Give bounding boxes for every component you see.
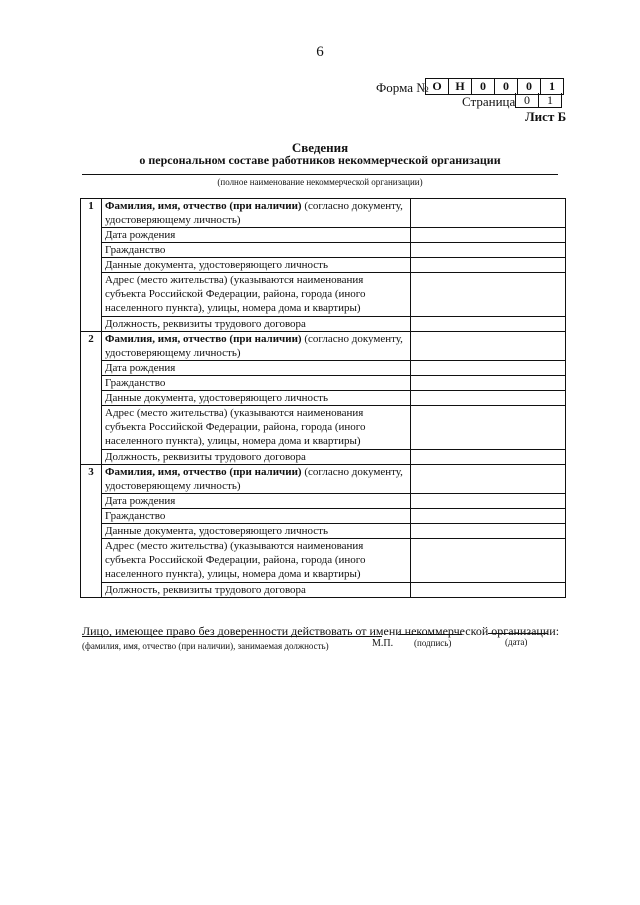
full-name-bold: Фамилия, имя, отчество (при наличии) <box>105 200 302 212</box>
page-number-boxes <box>515 93 562 108</box>
address-label: Адрес (место жительства) (указываются наименования субъекта Российской Федерации, района, города (иного населенного пункта), улицы, номера дома и квартиры) <box>102 273 411 317</box>
value-cell[interactable] <box>411 258 566 273</box>
form-code-cell: О <box>426 79 449 94</box>
birth-date-label: Дата рождения <box>102 494 411 509</box>
value-cell[interactable] <box>411 406 566 450</box>
form-code-cell: 0 <box>518 79 541 94</box>
table-row <box>81 450 566 465</box>
signer-statement: Лицо, имеющее право без доверенности действовать от имени некоммерческой организации: <box>82 624 560 638</box>
value-cell[interactable] <box>411 494 566 509</box>
person-number: 2 <box>81 332 102 465</box>
form-code-cell: 1 <box>549 79 555 93</box>
value-cell[interactable] <box>411 228 566 243</box>
id-document-label: Данные документа, удостоверяющего личность <box>102 391 411 406</box>
birth-date-label: Дата рождения <box>102 361 411 376</box>
form-code-cell: Н <box>449 79 472 94</box>
table-row <box>81 509 566 524</box>
position-label: Должность, реквизиты трудового договора <box>102 583 411 598</box>
value-cell[interactable] <box>411 273 566 317</box>
sheet-label: Лист Б <box>525 109 567 124</box>
persons-table <box>80 198 566 598</box>
table-row <box>81 391 566 406</box>
id-document-label: Данные документа, удостоверяющего личность <box>102 258 411 273</box>
table-row <box>81 361 566 376</box>
value-cell[interactable] <box>411 539 566 583</box>
table-row <box>81 465 566 494</box>
page-label: Страница <box>462 94 516 109</box>
value-cell[interactable] <box>411 361 566 376</box>
stamp-place-label: М.П. <box>372 638 394 649</box>
org-name-line[interactable] <box>82 174 558 175</box>
full-name-bold: Фамилия, имя, отчество (при наличии) <box>105 466 302 478</box>
value-cell[interactable] <box>411 465 566 494</box>
value-cell[interactable] <box>411 243 566 258</box>
date-caption: (дата) <box>505 637 528 647</box>
table-row <box>81 243 566 258</box>
signer-name-line[interactable] <box>82 636 382 637</box>
full-name-bold: Фамилия, имя, отчество (при наличии) <box>105 333 302 345</box>
value-cell[interactable] <box>411 317 566 332</box>
signer-name-caption: (фамилия, имя, отчество (при наличии), занимаемая должность) <box>82 641 329 651</box>
table-row <box>81 332 566 361</box>
citizenship-label: Гражданство <box>102 509 411 524</box>
table-row <box>81 258 566 273</box>
value-cell[interactable] <box>411 450 566 465</box>
person-number: 1 <box>81 199 102 332</box>
value-cell[interactable] <box>411 332 566 361</box>
table-row <box>81 583 566 598</box>
value-cell[interactable] <box>411 376 566 391</box>
form-number-label: Форма № <box>376 80 429 95</box>
page-digit-cell: 0 <box>516 93 539 107</box>
birth-date-label: Дата рождения <box>102 228 411 243</box>
value-cell[interactable] <box>411 509 566 524</box>
signature-line[interactable] <box>398 634 462 635</box>
table-row <box>81 317 566 332</box>
table-row <box>81 539 566 583</box>
address-label: Адрес (место жительства) (указываются наименования субъекта Российской Федерации, района, города (иного населенного пункта), улицы, номера дома и квартиры) <box>102 539 411 583</box>
document-subtitle: о персональном составе работников некоммерческой организации <box>139 153 501 167</box>
full-name-note: (согласно документу, удостоверяющему личность) <box>105 200 403 226</box>
citizenship-label: Гражданство <box>102 376 411 391</box>
table-row <box>81 494 566 509</box>
value-cell[interactable] <box>411 391 566 406</box>
table-row <box>81 406 566 450</box>
value-cell[interactable] <box>411 199 566 228</box>
signature-caption: (подпись) <box>414 638 452 648</box>
id-document-label: Данные документа, удостоверяющего личность <box>102 524 411 539</box>
form-code-cell: 0 <box>495 79 518 94</box>
position-label: Должность, реквизиты трудового договора <box>102 317 411 332</box>
table-row <box>81 228 566 243</box>
value-cell[interactable] <box>411 524 566 539</box>
page-number: 6 <box>316 44 324 60</box>
table-row <box>81 199 566 228</box>
document-title: Сведения <box>291 140 349 155</box>
address-label: Адрес (место жительства) (указываются наименования субъекта Российской Федерации, района, города (иного населенного пункта), улицы, номера дома и квартиры) <box>102 406 411 450</box>
table-row <box>81 273 566 317</box>
full-name-note: (согласно документу, удостоверяющему личность) <box>105 333 403 359</box>
citizenship-label: Гражданство <box>102 243 411 258</box>
table-row <box>81 524 566 539</box>
full-name-label <box>102 332 411 361</box>
page-digit-cell: 1 <box>547 93 553 107</box>
full-name-label <box>102 465 411 494</box>
org-name-caption: (полное наименование некоммерческой организации) <box>217 177 423 187</box>
position-label: Должность, реквизиты трудового договора <box>102 450 411 465</box>
full-name-label <box>102 199 411 228</box>
form-code-cell: 0 <box>472 79 495 94</box>
person-number: 3 <box>81 465 102 598</box>
table-row <box>81 376 566 391</box>
date-line[interactable] <box>488 633 548 634</box>
full-name-note: (согласно документу, удостоверяющему личность) <box>105 466 403 492</box>
value-cell[interactable] <box>411 583 566 598</box>
